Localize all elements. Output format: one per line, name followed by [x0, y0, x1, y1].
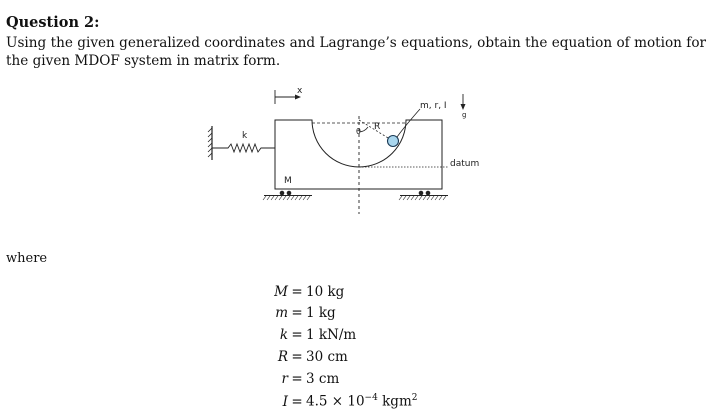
cart-label-M: M — [284, 176, 292, 186]
wall — [208, 126, 212, 160]
gravity-arrow — [461, 94, 466, 110]
ground-right — [399, 196, 448, 201]
question-text: Using the given generalized coordinates and Lagrange’s equations, obtain the equation of motion for the given MDOF system in matrix form. — [6, 35, 706, 69]
parameter-r: r = 3 cm — [281, 371, 340, 387]
left-wheels — [280, 191, 292, 196]
spring — [212, 144, 275, 152]
theta-label: θ — [356, 127, 361, 136]
parameter-R: R = 30 cm — [277, 349, 348, 365]
ground-left — [263, 196, 312, 201]
gravity-label-g: g — [462, 111, 467, 119]
rolling-disk — [388, 136, 399, 147]
parameter-k: k = 1 kN/m — [279, 327, 357, 343]
datum-label: datum — [450, 159, 480, 169]
parameter-I: $I = 4.5 \times 10^{-4}$ kgm$^2$ — [282, 393, 418, 410]
mdof-system-diagram — [200, 82, 490, 227]
x-label: x — [297, 86, 303, 96]
spring-label-k: k — [242, 131, 248, 141]
parameter-M: M = 10 kg — [274, 284, 345, 300]
disk-label-m-r-I: m, r, I — [420, 101, 447, 111]
radius-label-R: R — [374, 122, 381, 132]
where-label: where — [6, 251, 48, 266]
question-heading: Question 2: — [6, 14, 100, 31]
right-wheels — [419, 191, 431, 196]
parameter-m: m = 1 kg — [275, 305, 336, 321]
